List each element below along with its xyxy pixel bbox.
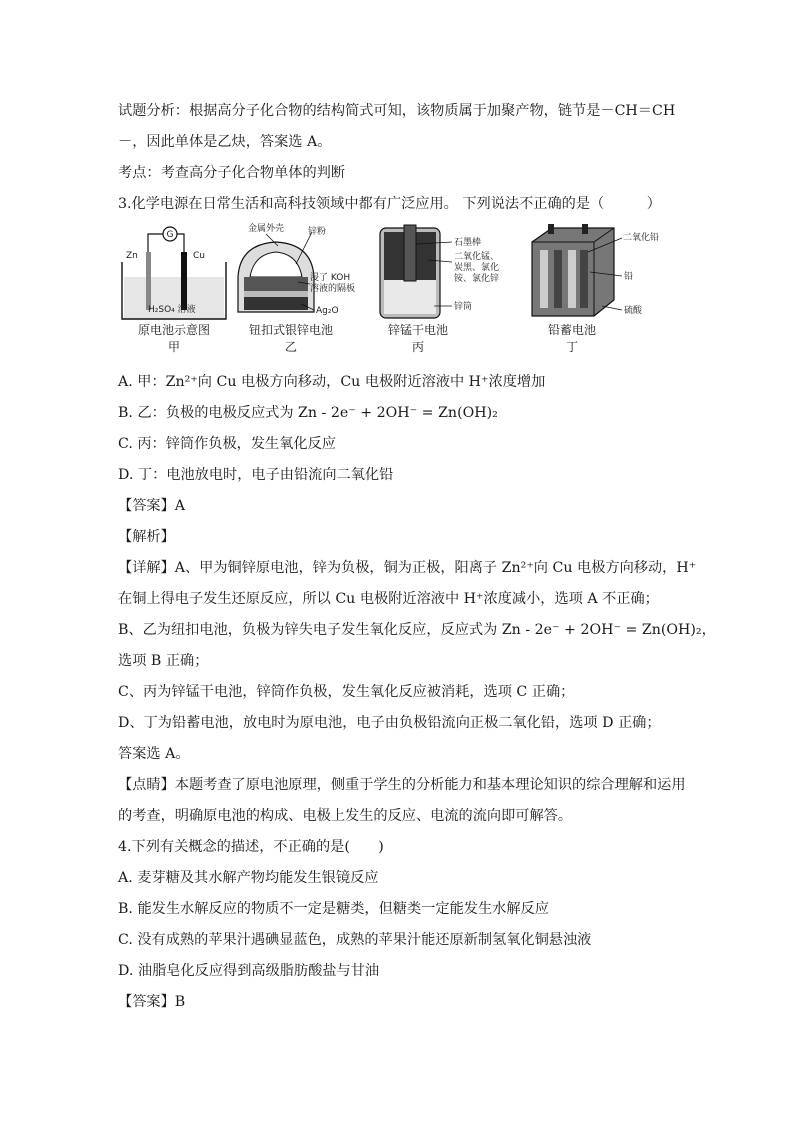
q3-detail-7: 答案选 A。 [118,746,190,762]
q4-answer: 【答案】B [118,994,186,1010]
q3-stem: 3.化学电源在日常生活和高科技领域中都有广泛应用。 下列说法不正确的是（ ） [118,196,661,212]
koh-label-2: 溶液的隔板 [310,284,356,294]
figure-tag: 乙 [284,340,297,354]
q4-option-d: D. 油脂皂化反应得到高级脂肪酸盐与甘油 [118,963,380,979]
figure-tag: 甲 [167,340,180,354]
galvanometer-label: G [166,230,174,240]
figure-caption: 铅蓄电池 [547,323,596,337]
q3-detail-6: D、丁为铅蓄电池，放电时为原电池，电子由负极铅流向正极二氧化铅，选项 D 正确； [118,715,661,731]
q4-option-a: A. 麦芽糖及其水解产物均能发生银镜反应 [118,870,379,886]
analysis-line-2: －，因此单体是乙炔，答案选 A。 [118,134,332,150]
q3-point-1: 【点睛】本题考查了原电池原理，侧重于学生的分析能力和基本理论知识的综合理解和运用 [118,777,686,793]
q3-option-b: B. 乙：负极的电极反应式为 Zn - 2e⁻ + 2OH⁻ = Zn(OH)₂ [118,405,498,421]
mix-label-1: 二氧化锰、 [454,252,500,262]
q3-detail-1: 【详解】A、甲为铜锌原电池，锌为负极，铜为正极，阳离子 Zn²⁺向 Cu 电极方向移动，H⁺ [118,560,697,576]
mix-label-3: 铵、氯化锌 [454,274,500,284]
zn-label: Zn [126,251,138,261]
q3-detail-2: 在铜上得电子发生还原反应，所以 Cu 电极附近溶液中 H⁺浓度减小，选项 A 不正确； [118,591,659,607]
q3-option-d: D. 丁：电池放电时，电子由铅流向二氧化铅 [118,467,394,483]
galvanic-cell-diagram [118,222,230,322]
q3-detail-3: B、乙为纽扣电池，负极为锌失电子发生氧化反应，反应式为 Zn - 2e⁻ + 2OH⁻ = Zn(OH)₂， [118,622,716,638]
analysis-line-1: 试题分析：根据高分子化合物的结构简式可知，该物质属于加聚产物，链节是－CH＝CH [118,103,676,119]
figure-caption: 锌锰干电池 [387,323,448,337]
koh-label: 浸了 KOH [310,273,351,283]
q3-detail-4: 选项 B 正确； [118,653,209,669]
solution-label: H₂SO₄ 溶液 [148,305,196,315]
figure-caption: 钮扣式银锌电池 [248,323,333,337]
figure-galvanic-cell [118,222,230,356]
analysis-point: 考点：考查高分子化合物单体的判断 [118,165,346,181]
lead-label: 铅 [624,272,634,282]
acid-label: 硫酸 [624,306,643,316]
dry-cell-diagram [368,222,508,322]
q3-point-2: 的考查，明确原电池的构成、电极上发生的反应、电流的流向即可解答。 [118,808,573,824]
button-cell-diagram [226,222,356,322]
cu-label: Cu [193,251,205,261]
graphite-rod-label: 石墨棒 [454,238,482,248]
document-page [118,96,716,1018]
figure-tag: 丙 [411,340,424,354]
shell-label: 金属外壳 [248,224,285,234]
zinc-powder-label: 锌粉 [308,227,327,237]
q4-stem: 4.下列有关概念的描述，不正确的是( ) [118,839,384,855]
q3-option-a: A. 甲：Zn²⁺向 Cu 电极方向移动，Cu 电极附近溶液中 H⁺浓度增加 [118,374,546,390]
q3-option-c: C. 丙：锌筒作负极，发生氧化反应 [118,436,336,452]
q4-option-c: C. 没有成熟的苹果汁遇碘显蓝色，成熟的苹果汁能还原新制氢氧化铜悬浊液 [118,932,592,948]
q3-answer: 【答案】A [118,498,185,514]
q3-detail-5: C、丙为锌锰干电池，锌筒作负极，发生氧化反应被消耗，选项 C 正确； [118,684,575,700]
battery-figures [118,222,678,367]
figure-lead-acid [522,222,672,356]
ag2o-label: Ag₂O [316,306,339,316]
zinc-can-label: 锌筒 [454,302,473,312]
q3-analysis-heading: 【解析】 [118,529,175,545]
lead-acid-diagram [522,222,672,322]
figure-tag: 丁 [565,340,578,354]
mix-label-2: 炭黑、氯化 [454,263,500,273]
q4-option-b: B. 能发生水解反应的物质不一定是糖类，但糖类一定能发生水解反应 [118,901,549,917]
pbo2-label: 二氧化铅 [623,233,660,243]
figure-caption: 原电池示意图 [137,323,210,337]
